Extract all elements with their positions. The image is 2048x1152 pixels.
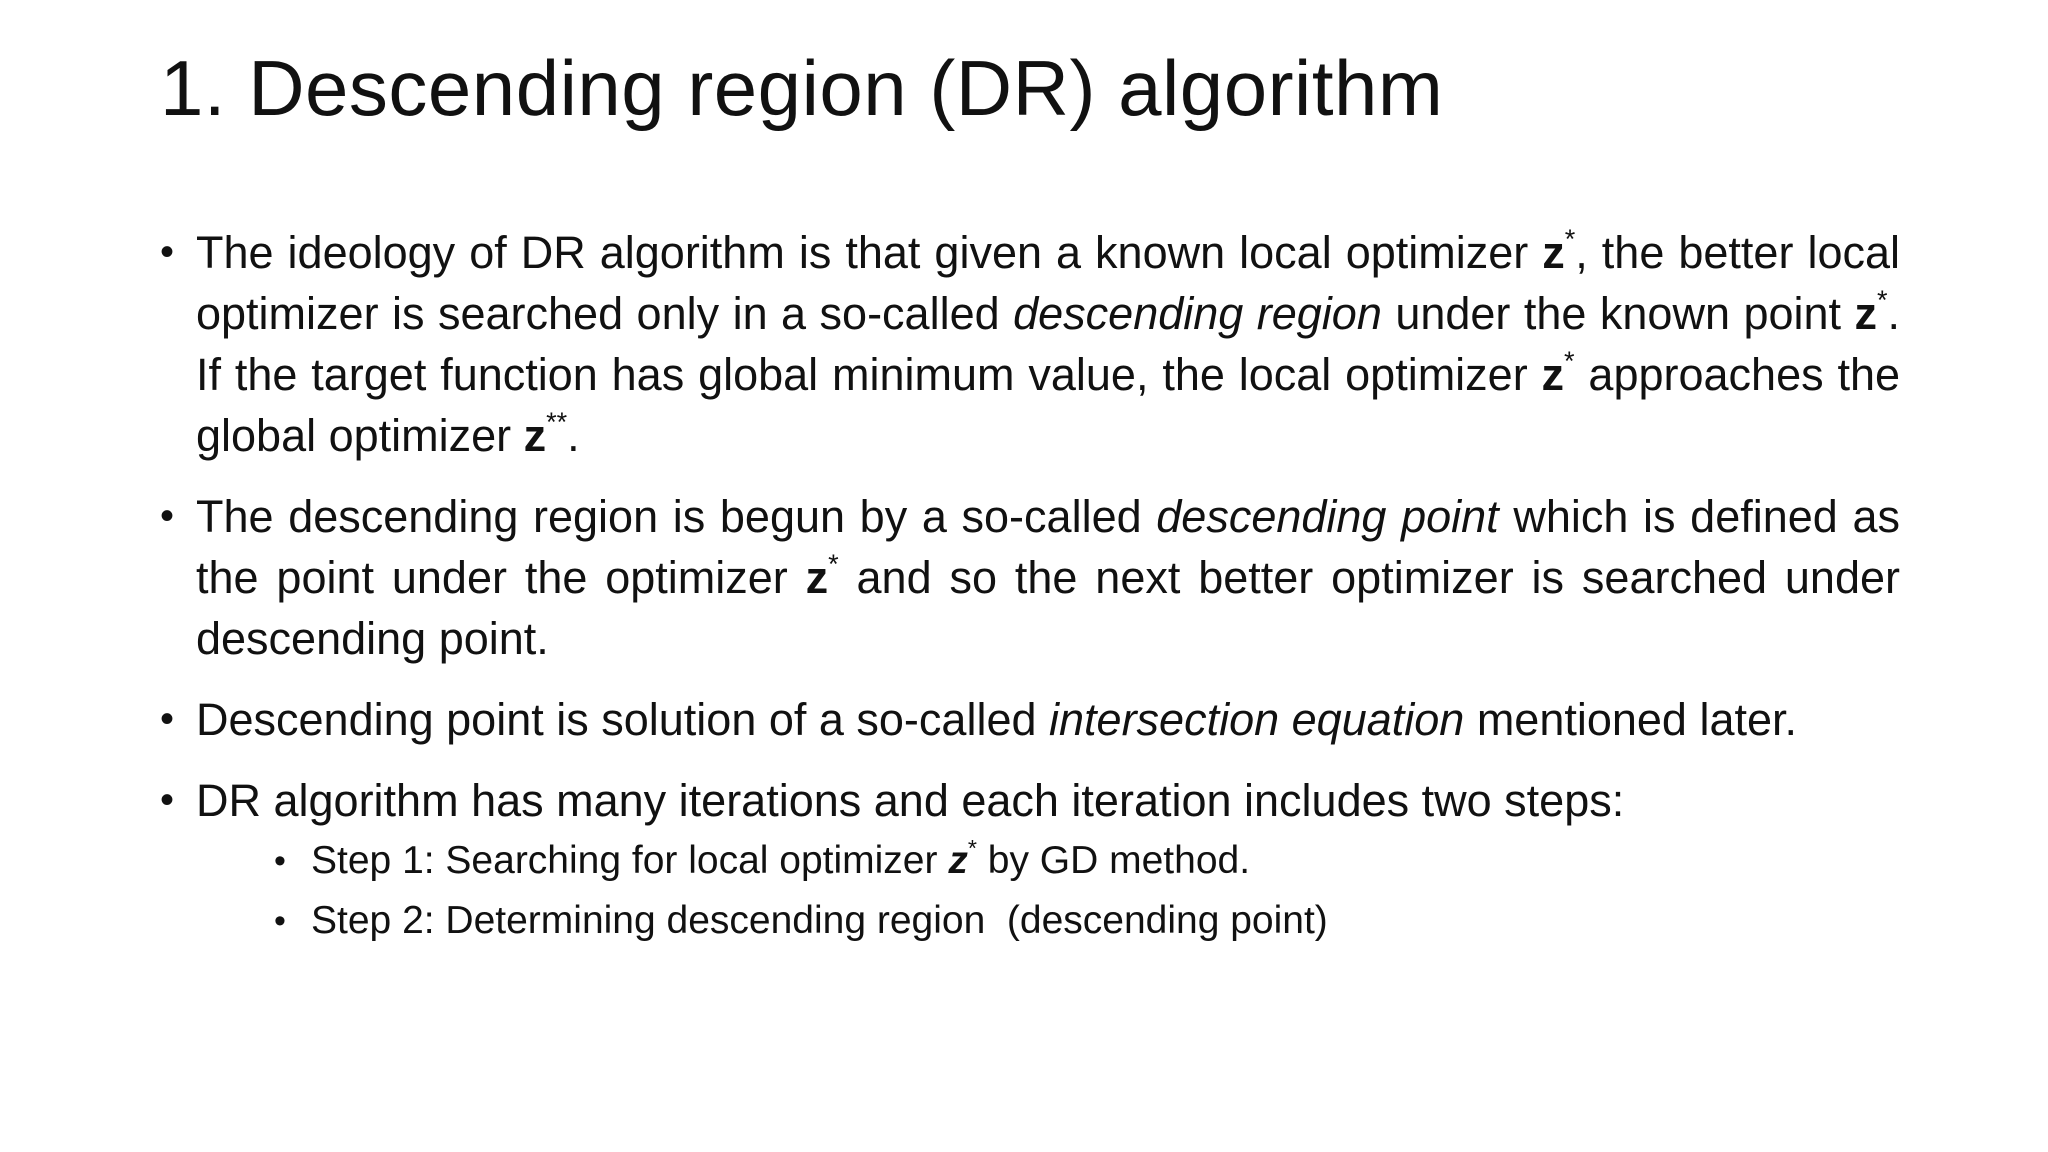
bullet-list — [160, 222, 1900, 951]
emphasis-descending-point: descending point — [1156, 491, 1499, 542]
text: which is defined as the point under the optimizer — [196, 491, 1900, 603]
sub-bullet-list — [196, 831, 1900, 951]
text: . — [567, 410, 580, 461]
text: . If the target function has global minimum value, the local optimizer — [196, 288, 1901, 400]
text: mentioned later. — [1464, 694, 1798, 745]
bullet-dot: • — [160, 778, 175, 822]
symbol-z: z — [805, 552, 829, 603]
star: * — [1564, 345, 1575, 376]
bullet-dot: • — [160, 494, 175, 538]
bullet-iterations — [160, 770, 1900, 951]
bullet-ideology — [160, 222, 1900, 466]
symbol-z: z — [1542, 227, 1565, 278]
sub-bullet-step-1 — [196, 831, 1900, 891]
star: * — [1564, 223, 1576, 254]
text: The ideology of DR algorithm is that given a known local optimizer — [196, 227, 1543, 278]
bullet-intersection-equation — [160, 689, 1900, 750]
sub-bullet-dot: • — [274, 842, 286, 880]
slide-title: 1. Descending region (DR) algorithm — [160, 44, 1444, 132]
symbol-z: z — [523, 410, 547, 461]
bullet-dot: • — [160, 697, 175, 741]
text: and so the next better optimizer is searched under descending point. — [196, 552, 1900, 664]
double-star: ** — [546, 406, 568, 437]
text: DR algorithm has many iterations and each iteration includes two steps: — [196, 775, 1625, 826]
sub-bullet-dot: • — [274, 902, 286, 940]
text: under the known point — [1381, 288, 1855, 339]
star: * — [967, 834, 977, 861]
text: Step 1: Searching for local optimizer — [311, 839, 949, 882]
bullet-descending-point — [160, 486, 1900, 669]
emphasis-intersection-equation: intersection equation — [1049, 694, 1465, 745]
star: * — [828, 548, 839, 579]
slide-body — [160, 222, 1900, 971]
symbol-z: z — [1854, 288, 1877, 339]
text: approaches the global optimizer — [196, 349, 1901, 461]
text: The descending region is begun by a so-called — [196, 491, 1157, 542]
text: by GD method. — [976, 839, 1251, 882]
symbol-z: z — [1541, 349, 1565, 400]
bullet-dot: • — [160, 230, 175, 274]
text: Descending point is solution of a so-called — [196, 694, 1050, 745]
symbol-z-italic: z — [948, 839, 968, 882]
sub-bullet-step-2 — [196, 891, 1900, 951]
emphasis-descending-region: descending region — [1013, 288, 1382, 339]
star: * — [1876, 284, 1888, 315]
text: , the better local optimizer is searched only in a so-called — [196, 227, 1900, 339]
text: Step 2: Determining descending region (descending point) — [311, 899, 1328, 942]
